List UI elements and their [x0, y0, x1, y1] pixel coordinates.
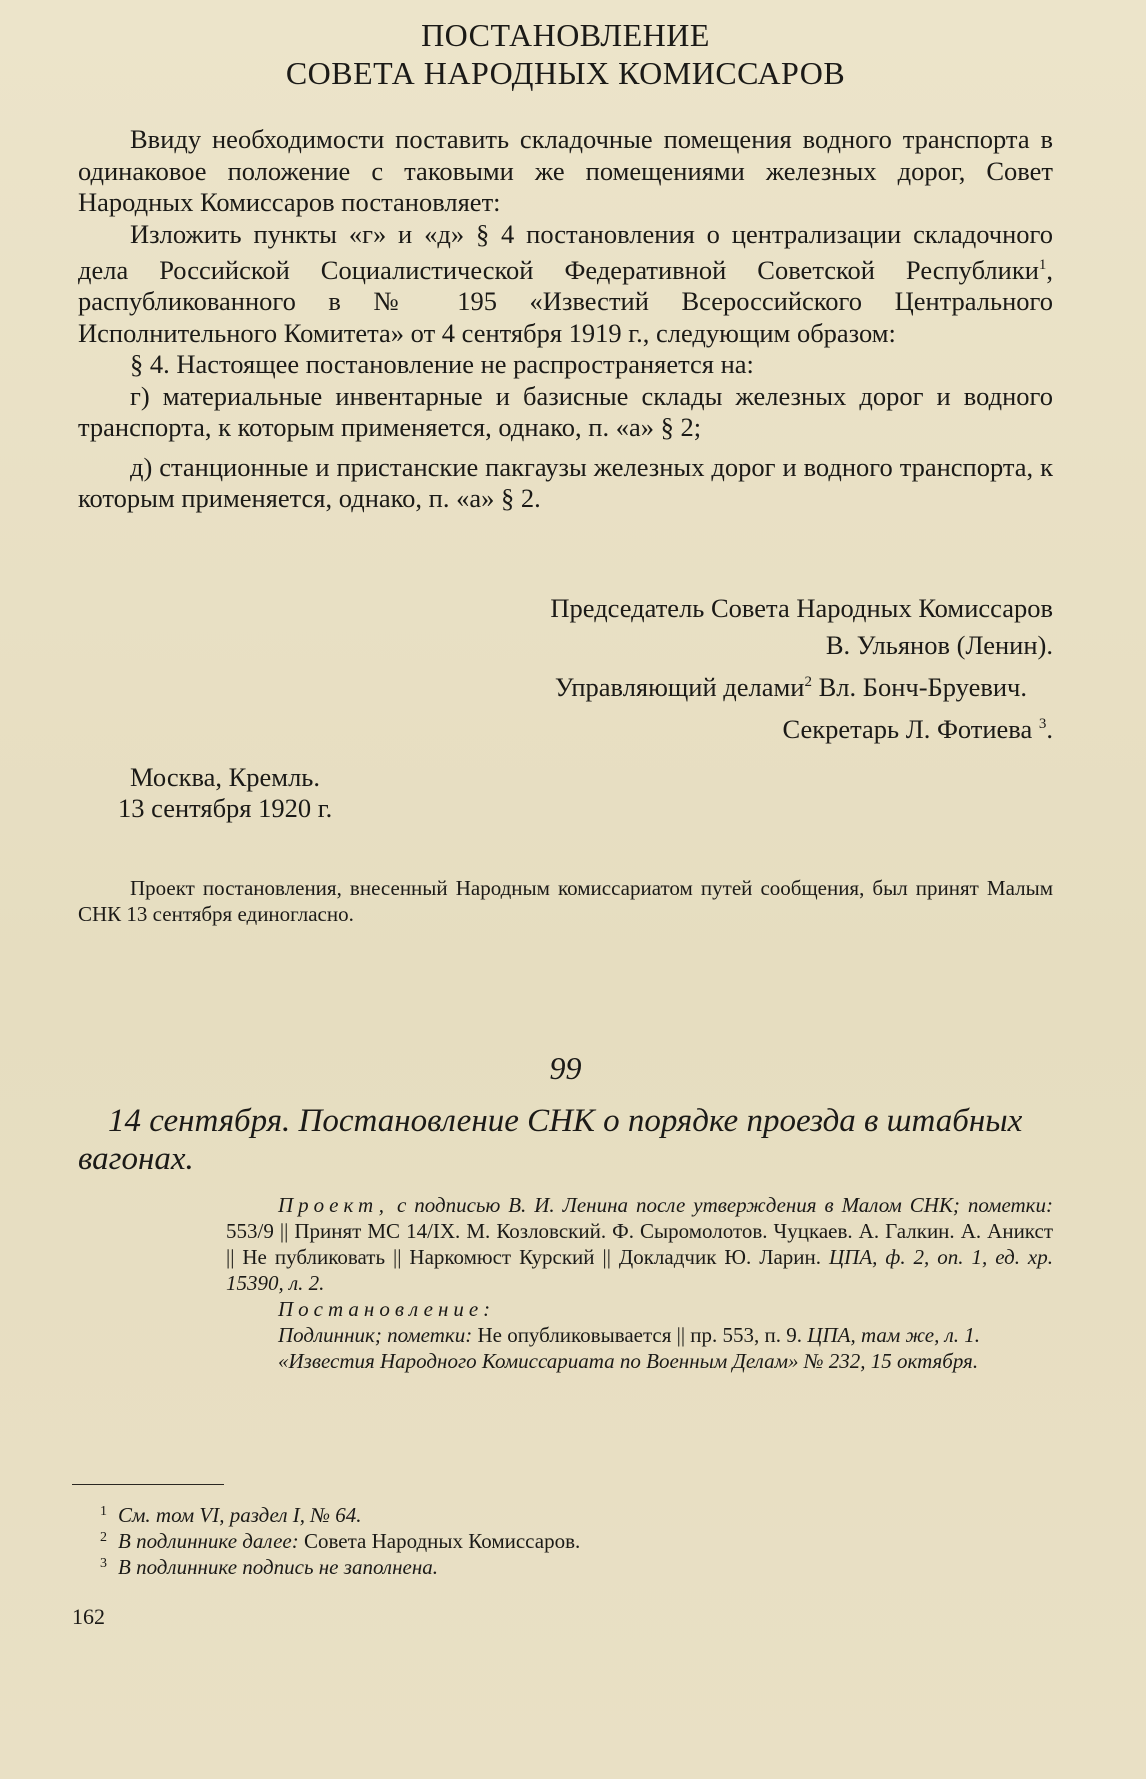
footnote-2 [100, 1528, 1018, 1554]
footnote-ref-3: 3 [1038, 715, 1047, 732]
footnote-ref-1: 1 [1038, 257, 1047, 273]
signatures-block [78, 590, 1053, 748]
body-paragraph-2 [78, 219, 1053, 350]
body-paragraph-2-start: Изложить пункты «г» и «д» § 4 постановления о централизации складочного дела Российской Социалистической Федеративной Советской Республики [78, 218, 1053, 285]
footnote-2-italic: В подлиннике далее: [118, 1529, 304, 1553]
document-number: 99 [549, 1050, 582, 1086]
manager-name: Вл. Бонч-Бруевич. [818, 671, 1027, 702]
document-heading: 14 сентября. Постановление СНК о порядке проезда в штабных вагонах. [78, 1103, 1023, 1177]
document-title [78, 16, 1053, 92]
body-paragraph-1: Ввиду необходимости поставить складочные помещения водного транспорта в одинаковое положение с таковыми же помещениями железных дорог, Совет Народных Комиссаров постановляет: [78, 124, 1053, 217]
secretary-period: . [1046, 713, 1053, 744]
editor-note-text: Проект постановления, внесенный Народным комиссариатом путей сообщения, был принят Малым СНК 13 сентября единогласно. [78, 876, 1053, 926]
footnote-1 [100, 1502, 1018, 1528]
manager-line [78, 664, 1053, 706]
place: Москва, Кремль. [130, 762, 321, 792]
resolution-body [78, 124, 1053, 515]
body-paragraph-5: д) станционные и пристанские пакгаузы железных дорог и водного транспорта, к которым применяется, однако, п. «а» § 2. [78, 451, 1053, 514]
archive-line-1 [226, 1192, 1053, 1296]
body-paragraph-3: § 4. Настоящее постановление не распространяется на: [130, 349, 754, 380]
archive-line-3 [226, 1322, 1053, 1348]
chairman-name: В. Ульянов (Ленин). [825, 630, 1053, 660]
archive-references [226, 1192, 1053, 1374]
page-number: 162 [72, 1604, 105, 1629]
body-paragraph-2-end: , распубликованного в № 195 «Известий Всероссийского Центрального Исполнительного Комитета» от 4 сентября 1919 г., следующим образом: [78, 254, 1053, 348]
archive-original-marks: Не опубликовывается || пр. 553, п. 9. [477, 1323, 808, 1347]
footnote-divider [72, 1484, 224, 1485]
chairman-title: Председатель Совета Народных Комиссаров [550, 593, 1053, 623]
archive-project-marks: 553/9 || Принят МС 14/IX. М. Козловский. Ф. Сыромолотов. Чуцкаев. А. Галкин. А. Аникст || Не публиковать || Наркомюст Курский || Докладчик Ю. Ларин. [226, 1219, 1053, 1269]
archive-project-ref: ЦПА, ф. 2, оп. 1, ед. хр. 15390, л. 2. [226, 1245, 1054, 1295]
footnote-1-italic: См. том VI, раздел I, № 64. [118, 1503, 362, 1527]
footnote-ref-2: 2 [804, 674, 812, 690]
secretary-line [78, 706, 1053, 748]
footnote-3-number: 3 [100, 1556, 107, 1571]
footnote-3-italic: В подлиннике подпись не заполнена. [118, 1555, 438, 1579]
footnote-2-text: Совета Народных Комиссаров. [303, 1529, 581, 1553]
archive-original-ref: ЦПА, там же, л. 1. [807, 1323, 980, 1347]
archive-original-desc: Подлинник; пометки: [278, 1323, 478, 1347]
footnotes [100, 1502, 1018, 1580]
editor-note [78, 875, 1053, 927]
archive-label-project: Проект, [278, 1193, 389, 1217]
archive-project-desc: с подписью В. И. Ленина после утверждения в Малом СНК; пометки: [388, 1193, 1053, 1217]
body-paragraph-4: г) материальные инвентарные и базисные склады железных дорог и водного транспорта, к которым применяется, однако, п. «а» § 2; [78, 380, 1053, 443]
date: 13 сентября 1920 г. [118, 793, 333, 823]
footnote-2-number: 2 [100, 1530, 107, 1545]
footnote-1-number: 1 [100, 1504, 107, 1519]
manager-title: Управляющий делами [554, 671, 805, 702]
title-line-2: СОВЕТА НАРОДНЫХ КОМИССАРОВ [285, 55, 846, 91]
archive-line-2 [226, 1296, 1053, 1322]
archive-line-4: «Известия Народного Комиссариата по Военным Делам» № 232, 15 октября. [278, 1349, 979, 1373]
place-date-block [118, 762, 1105, 824]
title-line-1: ПОСТАНОВЛЕНИЕ [421, 17, 710, 53]
archive-label-resolution: Постановление: [278, 1297, 496, 1321]
secretary-signature: Секретарь Л. Фотиева [782, 713, 1033, 744]
footnote-3 [100, 1554, 1018, 1580]
